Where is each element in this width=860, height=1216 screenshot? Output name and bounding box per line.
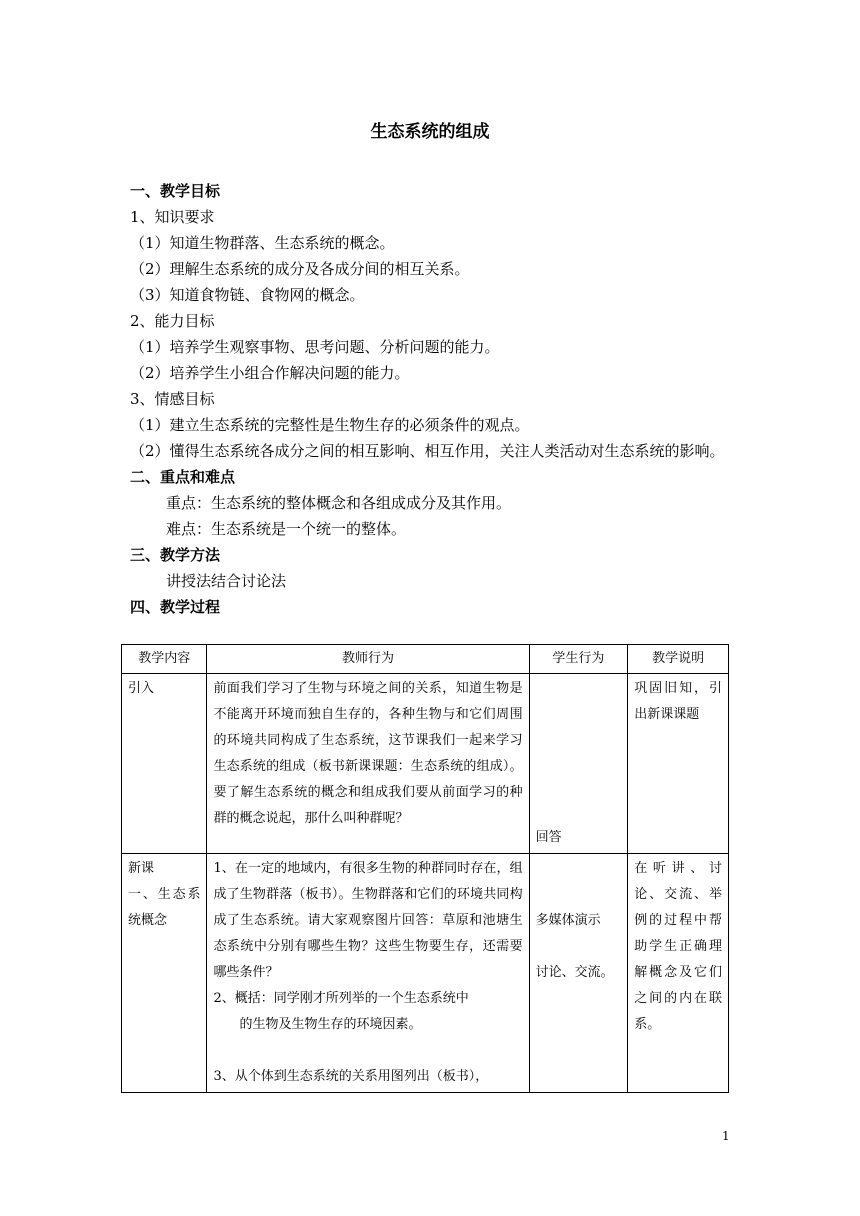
subheading-knowledge: 1、知识要求	[130, 208, 215, 226]
document-body	[130, 178, 730, 620]
objective-item: （1）建立生态系统的完整性是生物生存的必须条件的观点。	[130, 416, 530, 434]
teacher-step: 1、在一定的地域内，有很多生物的种群同时存在，组成了生物群落（板书）。生物群落和它们的环境共同构成了生态系统。请大家观察图片回答：草原和池塘生态系统中分别有哪些生物？这些生物要生存，还需要哪些条件？	[213, 861, 523, 980]
table-header-cell: 学生行为	[529, 645, 628, 674]
document-title: 生态系统的组成	[370, 122, 490, 142]
teacher-step-continued: 的生物及生物生存的环境因素。	[239, 1017, 422, 1032]
section-heading-process: 四、教学过程	[130, 598, 221, 616]
table-row	[122, 854, 729, 1093]
section-heading-methods: 三、教学方法	[130, 546, 221, 564]
table-header-row	[122, 645, 729, 674]
objective-item: （2）培养学生小组合作解决问题的能力。	[130, 364, 410, 382]
student-action: 回答	[535, 830, 562, 845]
difficult-point: 难点：生态系统是一个统一的整体。	[166, 520, 407, 538]
objective-item: （2）理解生态系统的成分及各成分间的相互关系。	[130, 260, 470, 278]
table-row	[122, 674, 729, 854]
table-cell-note: 巩固旧知，引出新课课题	[628, 674, 729, 854]
table-header-cell: 教学内容	[122, 645, 207, 674]
table-header-cell: 教师行为	[207, 645, 529, 674]
objective-item: （3）知道食物链、食物网的概念。	[130, 286, 365, 304]
table-cell-student	[529, 854, 628, 1093]
teaching-process-table	[121, 644, 729, 1093]
objective-item: （2）懂得生态系统各成分之间的相互影响、相互作用，关注人类活动对生态系统的影响。	[130, 442, 725, 460]
table-header-cell: 教学说明	[628, 645, 729, 674]
student-action: 讨论、交流。	[535, 965, 614, 980]
teacher-step: 3、从个体到生态系统的关系用图列出（板书），	[213, 1069, 489, 1084]
table-cell-student	[529, 674, 628, 854]
method-text: 讲授法结合讨论法	[166, 572, 287, 590]
key-point: 重点：生态系统的整体概念和各组成成分及其作用。	[166, 494, 512, 512]
objective-item: （1）培养学生观察事物、思考问题、分析问题的能力。	[130, 338, 500, 356]
objective-item: （1）知道生物群落、生态系统的概念。	[130, 234, 395, 252]
teacher-step: 2、概括：同学刚才所列举的一个生态系统中	[213, 991, 469, 1006]
table-cell-content: 引入	[122, 674, 207, 854]
content-label: 一、生态系统概念	[128, 887, 201, 928]
section-heading-key-points: 二、重点和难点	[130, 468, 236, 486]
subheading-ability: 2、能力目标	[130, 312, 215, 330]
table-cell-teacher: 前面我们学习了生物与环境之间的关系，知道生物是不能离开环境而独自生存的，各种生物与和它们周围的环境共同构成了生态系统，这节课我们一起来学习生态系统的组成（板书新课课题：生态系统的组成）。要了解生态系统的概念和组成我们要从前面学习的种群的概念说起，那什么叫种群呢？	[207, 674, 529, 854]
section-heading-objectives: 一、教学目标	[130, 182, 221, 200]
page-number: 1	[722, 1129, 730, 1143]
content-label: 新课	[128, 861, 155, 876]
table-cell-teacher	[207, 854, 529, 1093]
table-cell-note: 在听讲、讨论、交流、举例的过程中帮助学生正确理解概念及它们之间的内在联系。	[628, 854, 729, 1093]
table-cell-content	[122, 854, 207, 1093]
subheading-emotion: 3、情感目标	[130, 390, 215, 408]
student-action: 多媒体演示	[535, 913, 601, 928]
